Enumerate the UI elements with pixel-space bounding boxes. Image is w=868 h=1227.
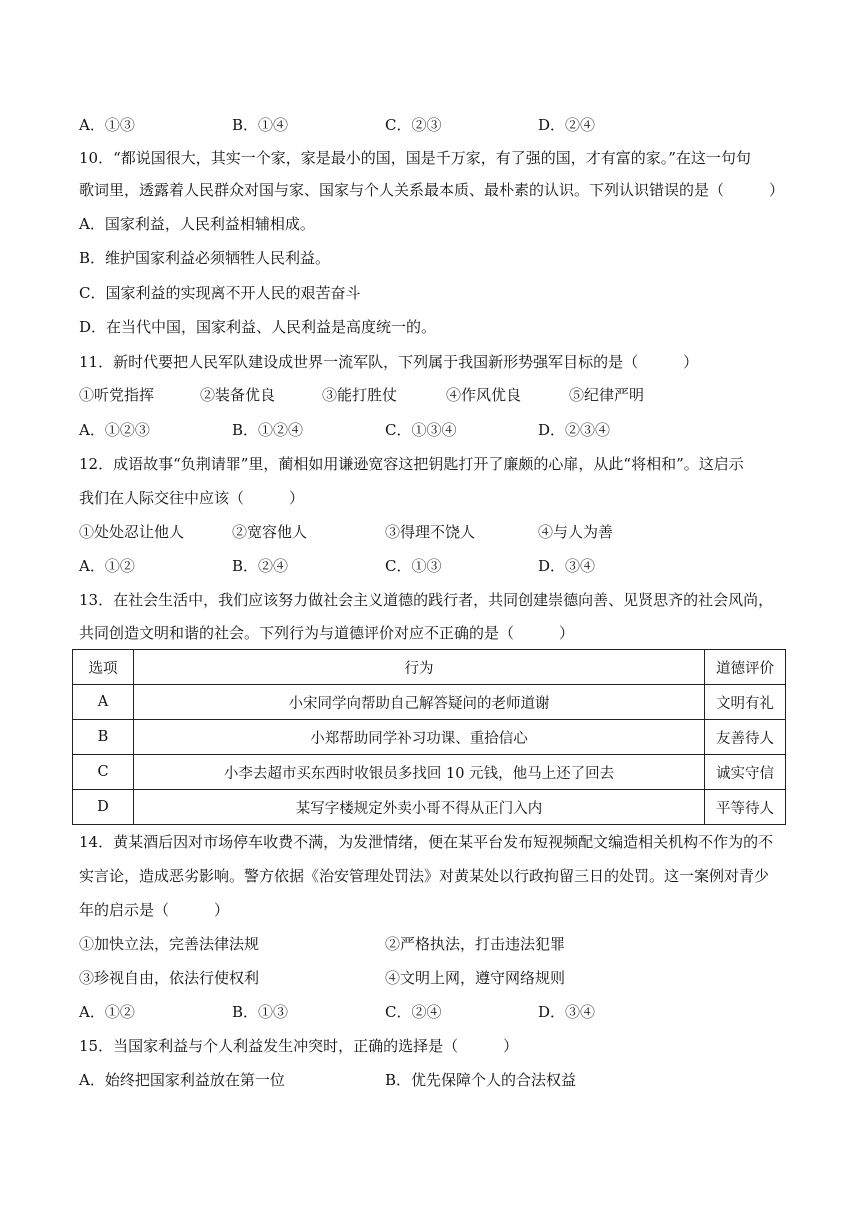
- q13-stem-line-2: 共同创造文明和谐的社会。下列行为与道德评价对应不正确的是（ ）: [79, 624, 575, 642]
- q14-stem-line-1: 14．黄某酒后因对市场停车收费不满，为发泄情绪，便在某平台发布短视频配文编造相关机构不作为的不: [79, 833, 774, 851]
- table-row: [73, 720, 786, 755]
- table-cell: 友善待人: [705, 720, 786, 755]
- q14-stem-line-3: 年的启示是（ ）: [79, 901, 230, 919]
- table-cell: D: [73, 790, 134, 825]
- table-cell: B: [73, 720, 134, 755]
- q11-item-2: ②装备优良: [200, 386, 276, 404]
- table-row: [73, 685, 786, 720]
- table-cell: 文明有礼: [705, 685, 786, 720]
- q11-stem-line-1: 11．新时代要把人民军队建设成世界一流军队，下列属于我国新形势强军目标的是（ ）: [79, 353, 699, 371]
- q11-option-c: C．①③④: [385, 421, 457, 439]
- table-cell: 小郑帮助同学补习功课、重拾信心: [134, 720, 705, 755]
- q11-item-3: ③能打胜仗: [322, 386, 398, 404]
- table-cell: 小李去超市买东西时收银员多找回 10 元钱，他马上还了回去: [134, 755, 705, 790]
- q14-item-3: ③珍视自由，依法行使权利: [79, 969, 260, 987]
- q11-option-b: B．①②④: [232, 421, 304, 439]
- table-cell: 平等待人: [705, 790, 786, 825]
- q14-item-2: ②严格执法，打击违法犯罪: [385, 935, 566, 953]
- q13-stem-line-1: 13．在社会生活中，我们应该努力做社会主义道德的践行者，共同创建崇德向善、见贤思齐的社会风尚，: [79, 591, 774, 609]
- q12-item-2: ②宽容他人: [232, 523, 308, 541]
- table-cell: 小宋同学向帮助自己解答疑问的老师道谢: [134, 685, 705, 720]
- table-cell: 某写字楼规定外卖小哥不得从正门入内: [134, 790, 705, 825]
- table-cell: C: [73, 755, 134, 790]
- table-cell: A: [73, 685, 134, 720]
- q9-option-d: D．②④: [538, 116, 596, 134]
- q12-item-3: ③得理不饶人: [385, 523, 476, 541]
- q14-stem-line-2: 实言论，造成恶劣影响。警方依据《治安管理处罚法》对黄某处以行政拘留三日的处罚。这一案例对青少: [79, 867, 770, 885]
- q12-option-c: C．①③: [385, 557, 442, 575]
- q11-option-a: A．①②③: [79, 421, 150, 439]
- q14-item-4: ④文明上网，遵守网络规则: [385, 969, 566, 987]
- q14-option-a: A．①②: [79, 1003, 135, 1021]
- q13-table: [72, 649, 786, 825]
- table-row: [73, 755, 786, 790]
- q10-stem-line-2: 歌词里，透露着人民群众对国与家、国家与个人关系最本质、最朴素的认识。下列认识错误的是（ ）: [79, 181, 785, 199]
- q14-option-b: B．①③: [232, 1003, 289, 1021]
- q10-stem-line-1: 10．“都说国很大，其实一个家，家是最小的国，国是千万家，有了强的国，才有富的家。”在这一句句: [79, 149, 751, 167]
- q11-item-4: ④作风优良: [446, 386, 522, 404]
- q11-option-d: D．②③④: [538, 421, 611, 439]
- q15-option-a: A．始终把国家利益放在第一位: [79, 1071, 285, 1089]
- table-header-cell: 行为: [134, 650, 705, 685]
- q14-item-1: ①加快立法，完善法律法规: [79, 935, 260, 953]
- q14-option-d: D．③④: [538, 1003, 596, 1021]
- table-row: [73, 790, 786, 825]
- q10-option-c: C．国家利益的实现离不开人民的艰苦奋斗: [79, 284, 361, 302]
- q10-option-b: B．维护国家利益必须牺牲人民利益。: [79, 249, 331, 267]
- q14-option-c: C．②④: [385, 1003, 442, 1021]
- q15-option-b: B．优先保障个人的合法权益: [385, 1071, 577, 1089]
- table-header-row: [73, 650, 786, 685]
- q9-option-b: B．①④: [232, 116, 289, 134]
- q12-stem-line-2: 我们在人际交往中应该（ ）: [79, 489, 305, 507]
- table-cell: 诚实守信: [705, 755, 786, 790]
- q9-option-c: C．②③: [385, 116, 442, 134]
- q11-item-5: ⑤纪律严明: [569, 386, 645, 404]
- q11-item-1: ①听党指挥: [79, 386, 155, 404]
- q12-option-d: D．③④: [538, 557, 596, 575]
- q12-item-4: ④与人为善: [538, 523, 614, 541]
- q12-item-1: ①处处忍让他人: [79, 523, 185, 541]
- table-header-cell: 选项: [73, 650, 134, 685]
- q12-stem-line-1: 12．成语故事“负荆请罪”里，蔺相如用谦逊宽容这把钥匙打开了廉颇的心扉，从此“将相和”。这启示: [79, 455, 744, 473]
- q10-option-d: D．在当代中国，国家利益、人民利益是高度统一的。: [79, 318, 437, 336]
- q12-option-a: A．①②: [79, 557, 135, 575]
- q12-option-b: B．②④: [232, 557, 289, 575]
- q10-option-a: A．国家利益，人民利益相辅相成。: [79, 215, 315, 233]
- q15-stem-line-1: 15．当国家利益与个人利益发生冲突时，正确的选择是（ ）: [79, 1037, 519, 1055]
- table-header-cell: 道德评价: [705, 650, 786, 685]
- q9-option-a: A．①③: [79, 116, 135, 134]
